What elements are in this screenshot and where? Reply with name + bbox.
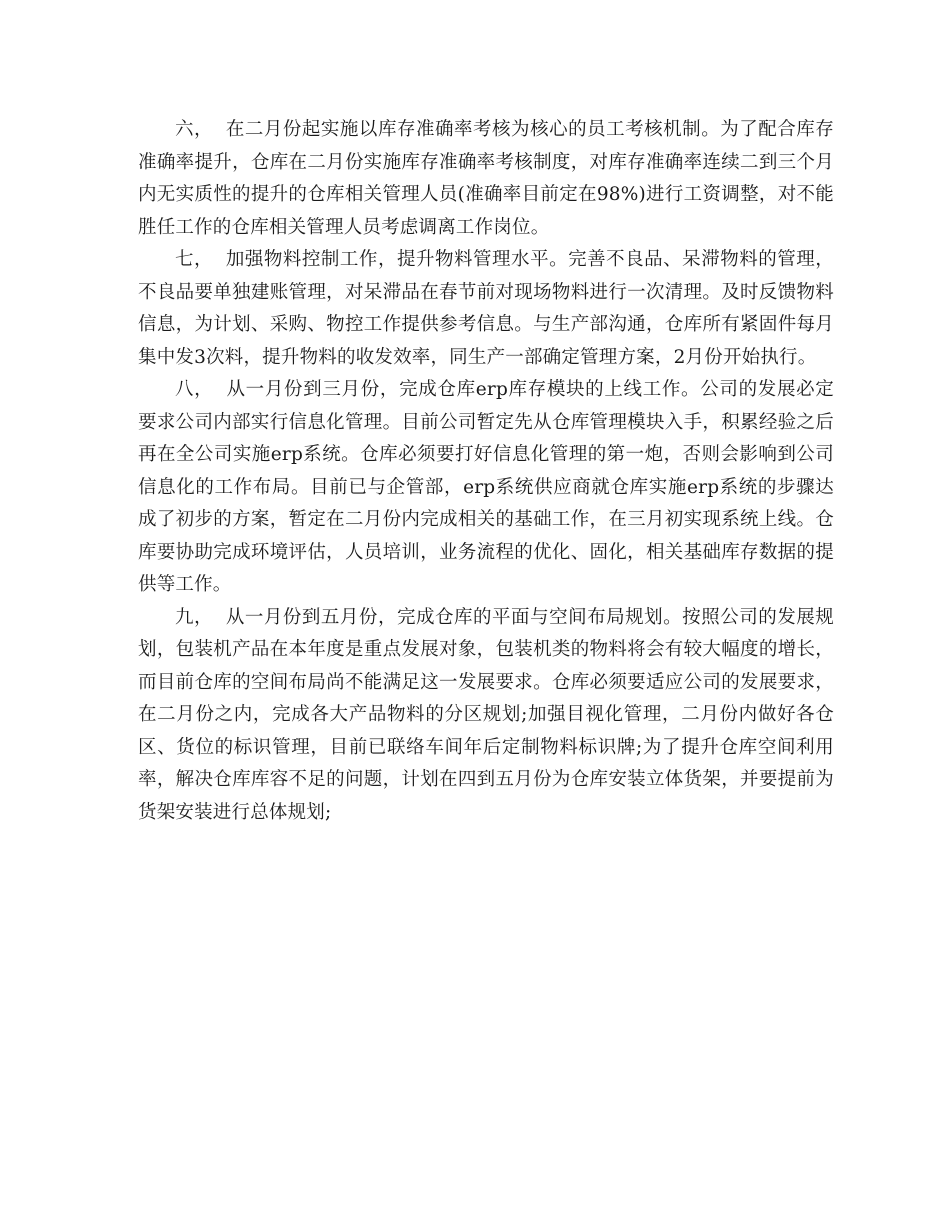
document-body (138, 114, 834, 829)
paragraph-six (138, 114, 834, 244)
paragraph-marker: 七， (175, 249, 214, 270)
paragraph-text: 在二月份起实施以库存准确率考核为核心的员工考核机制。为了配合库存准确率提升，仓库在二月份实施库存准确率考核制度，对库存准确率连续二到三个月内无实质性的提升的仓库相关管理人员(准确率目前定在98%)进行工资调整，对不能胜任工作的仓库相关管理人员考虑调离工作岗位。 (138, 119, 834, 238)
paragraph-marker: 六， (175, 119, 214, 140)
paragraph-text: 加强物料控制工作，提升物料管理水平。完善不良品、呆滞物料的管理，不良品要单独建账管理，对呆滞品在春节前对现场物料进行一次清理。及时反馈物料信息，为计划、采购、物控工作提供参考信息。与生产部沟通，仓库所有紧固件每月集中发3次料，提升物料的收发效率，同生产一部确定管理方案，2月份开始执行。 (138, 249, 834, 368)
paragraph-marker: 九， (175, 606, 214, 628)
paragraph-seven (138, 244, 834, 374)
paragraph-text: 从一月份到三月份，完成仓库erp库存模块的上线工作。公司的发展必定要求公司内部实行信息化管理。目前公司暂定先从仓库管理模块入手，积累经验之后再在全公司实施erp系统。仓库必须要打好信息化管理的第一炮，否则会影响到公司信息化的工作布局。目前已与企管部，erp系统供应商就仓库实施erp系统的步骤达成了初步的方案，暂定在二月份内完成相关的基础工作，在三月初实现系统上线。仓库要协助完成环境评估，人员培训，业务流程的优化、固化，相关基础库存数据的提供等工作。 (138, 379, 834, 595)
paragraph-marker: 八， (175, 379, 214, 400)
paragraph-text: 从一月份到五月份，完成仓库的平面与空间布局规划。按照公司的发展规划，包装机产品在本年度是重点发展对象，包装机类的物料将会有较大幅度的增长，而目前仓库的空间布局尚不能满足这一发展要求。仓库必须要适应公司的发展要求，在二月份之内，完成各大产品物料的分区规划;加强目视化管理，二月份内做好各仓区、货位的标识管理，目前已联络车间年后定制物料标识牌;为了提升仓库空间利用率，解决仓库库容不足的问题，计划在四到五月份为仓库安装立体货架，并要提前为货架安装进行总体规划; (138, 606, 834, 823)
paragraph-eight (138, 374, 834, 602)
paragraph-nine (138, 602, 834, 830)
